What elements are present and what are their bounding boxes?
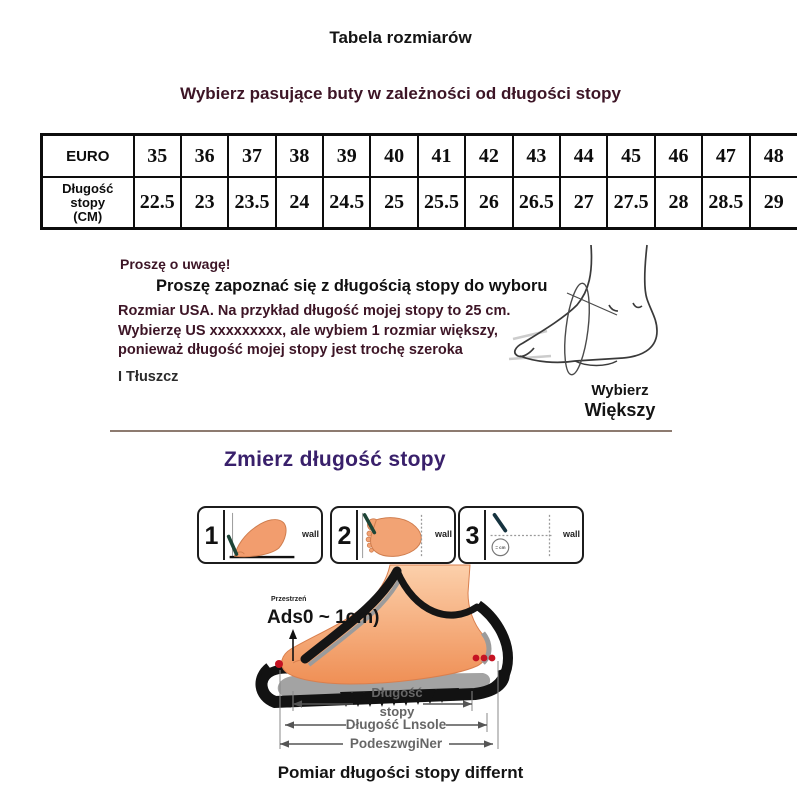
table-cell: 38 — [276, 135, 323, 178]
measure-step-1 — [197, 506, 323, 564]
step2-foot-top-icon — [358, 509, 432, 562]
section-divider — [110, 430, 672, 432]
red-dot — [481, 655, 488, 662]
paragraph-line: Rozmiar USA. Na przykład długość mojej stopy to 25 cm. — [118, 303, 511, 319]
table-cell: 26 — [465, 177, 512, 229]
table-cell: 24.5 — [323, 177, 370, 229]
space-label: Ads0 ~ 1cm) — [267, 607, 380, 628]
size-table-length-row — [42, 177, 798, 229]
table-cell: 47 — [702, 135, 749, 178]
measure-insole-label: Długość Lnsole — [345, 717, 447, 732]
length-header-line: (CM) — [73, 208, 103, 224]
page-title: Tabela rozmiarów — [329, 28, 472, 47]
foot-measure-sketch-icon — [505, 243, 705, 378]
step-number: 2 — [337, 522, 352, 550]
measure-step-3 — [458, 506, 584, 564]
table-cell: 25 — [370, 177, 417, 229]
size-advice-paragraph — [118, 302, 510, 361]
step-number: 3 — [465, 522, 480, 550]
table-cell: 42 — [465, 135, 512, 178]
measure-step-2 — [330, 506, 456, 564]
red-dot — [275, 660, 283, 668]
instruction-note: Proszę zapoznać się z długością stopy do wyboru — [156, 277, 548, 295]
circle-cm-label: = cm — [495, 545, 506, 551]
wall-label: wall — [434, 529, 452, 539]
step-number: 1 — [204, 522, 219, 550]
paragraph-line: ponieważ długość mojej stopy jest trochę szeroka — [118, 342, 463, 358]
table-cell: 40 — [370, 135, 417, 178]
choose-bigger-line1: Wybierz — [591, 382, 649, 399]
red-dot — [489, 655, 496, 662]
size-table-euro-row — [42, 135, 798, 178]
fat-note: I Tłuszcz — [118, 369, 179, 385]
wall-label: wall — [562, 529, 580, 539]
red-dot — [473, 655, 480, 662]
euro-header-cell: EURO — [42, 135, 134, 178]
table-cell: 45 — [607, 135, 654, 178]
step1-foot-side-icon — [225, 509, 299, 562]
table-cell: 44 — [560, 135, 607, 178]
space-label-small: Przestrzeń — [271, 596, 307, 603]
table-cell: 27 — [560, 177, 607, 229]
table-cell: 35 — [134, 135, 181, 178]
measure-foot-label-line2: stopy — [379, 704, 415, 719]
table-cell: 23 — [181, 177, 228, 229]
wall-label: wall — [301, 529, 319, 539]
measure-foot-label-line1: Długość — [371, 685, 423, 700]
table-cell: 39 — [323, 135, 370, 178]
table-cell: 26.5 — [513, 177, 560, 229]
length-header-cell — [42, 177, 134, 229]
page-subtitle: Wybierz pasujące buty w zależności od długości stopy — [180, 84, 621, 103]
choose-bigger-label — [553, 382, 687, 421]
table-cell: 41 — [418, 135, 465, 178]
table-cell: 48 — [750, 135, 797, 178]
length-header-line: stopy — [70, 194, 106, 210]
table-cell: 43 — [513, 135, 560, 178]
size-table — [40, 133, 797, 230]
table-cell: 25.5 — [418, 177, 465, 229]
table-cell: 28 — [655, 177, 702, 229]
table-cell: 27.5 — [607, 177, 654, 229]
table-cell: 24 — [276, 177, 323, 229]
bottom-caption: Pomiar długości stopy differnt — [277, 763, 524, 782]
measure-section-heading: Zmierz długość stopy — [224, 448, 446, 471]
table-cell: 29 — [750, 177, 797, 229]
shoe-measurement-diagram — [245, 563, 575, 761]
table-cell: 22.5 — [134, 177, 181, 229]
table-cell: 36 — [181, 135, 228, 178]
table-cell: 37 — [228, 135, 275, 178]
table-cell: 28.5 — [702, 177, 749, 229]
length-header-line: Długość — [62, 180, 114, 196]
step3-measure-icon — [486, 509, 560, 562]
choose-bigger-line2: Większy — [584, 400, 656, 420]
paragraph-line: Wybierzę US xxxxxxxxx, ale wybiem 1 rozmiar większy, — [118, 322, 498, 339]
measure-outsole-label: PodeszwgiNer — [349, 736, 443, 751]
attention-note: Proszę o uwagę! — [120, 256, 231, 272]
table-cell: 46 — [655, 135, 702, 178]
table-cell: 23.5 — [228, 177, 275, 229]
